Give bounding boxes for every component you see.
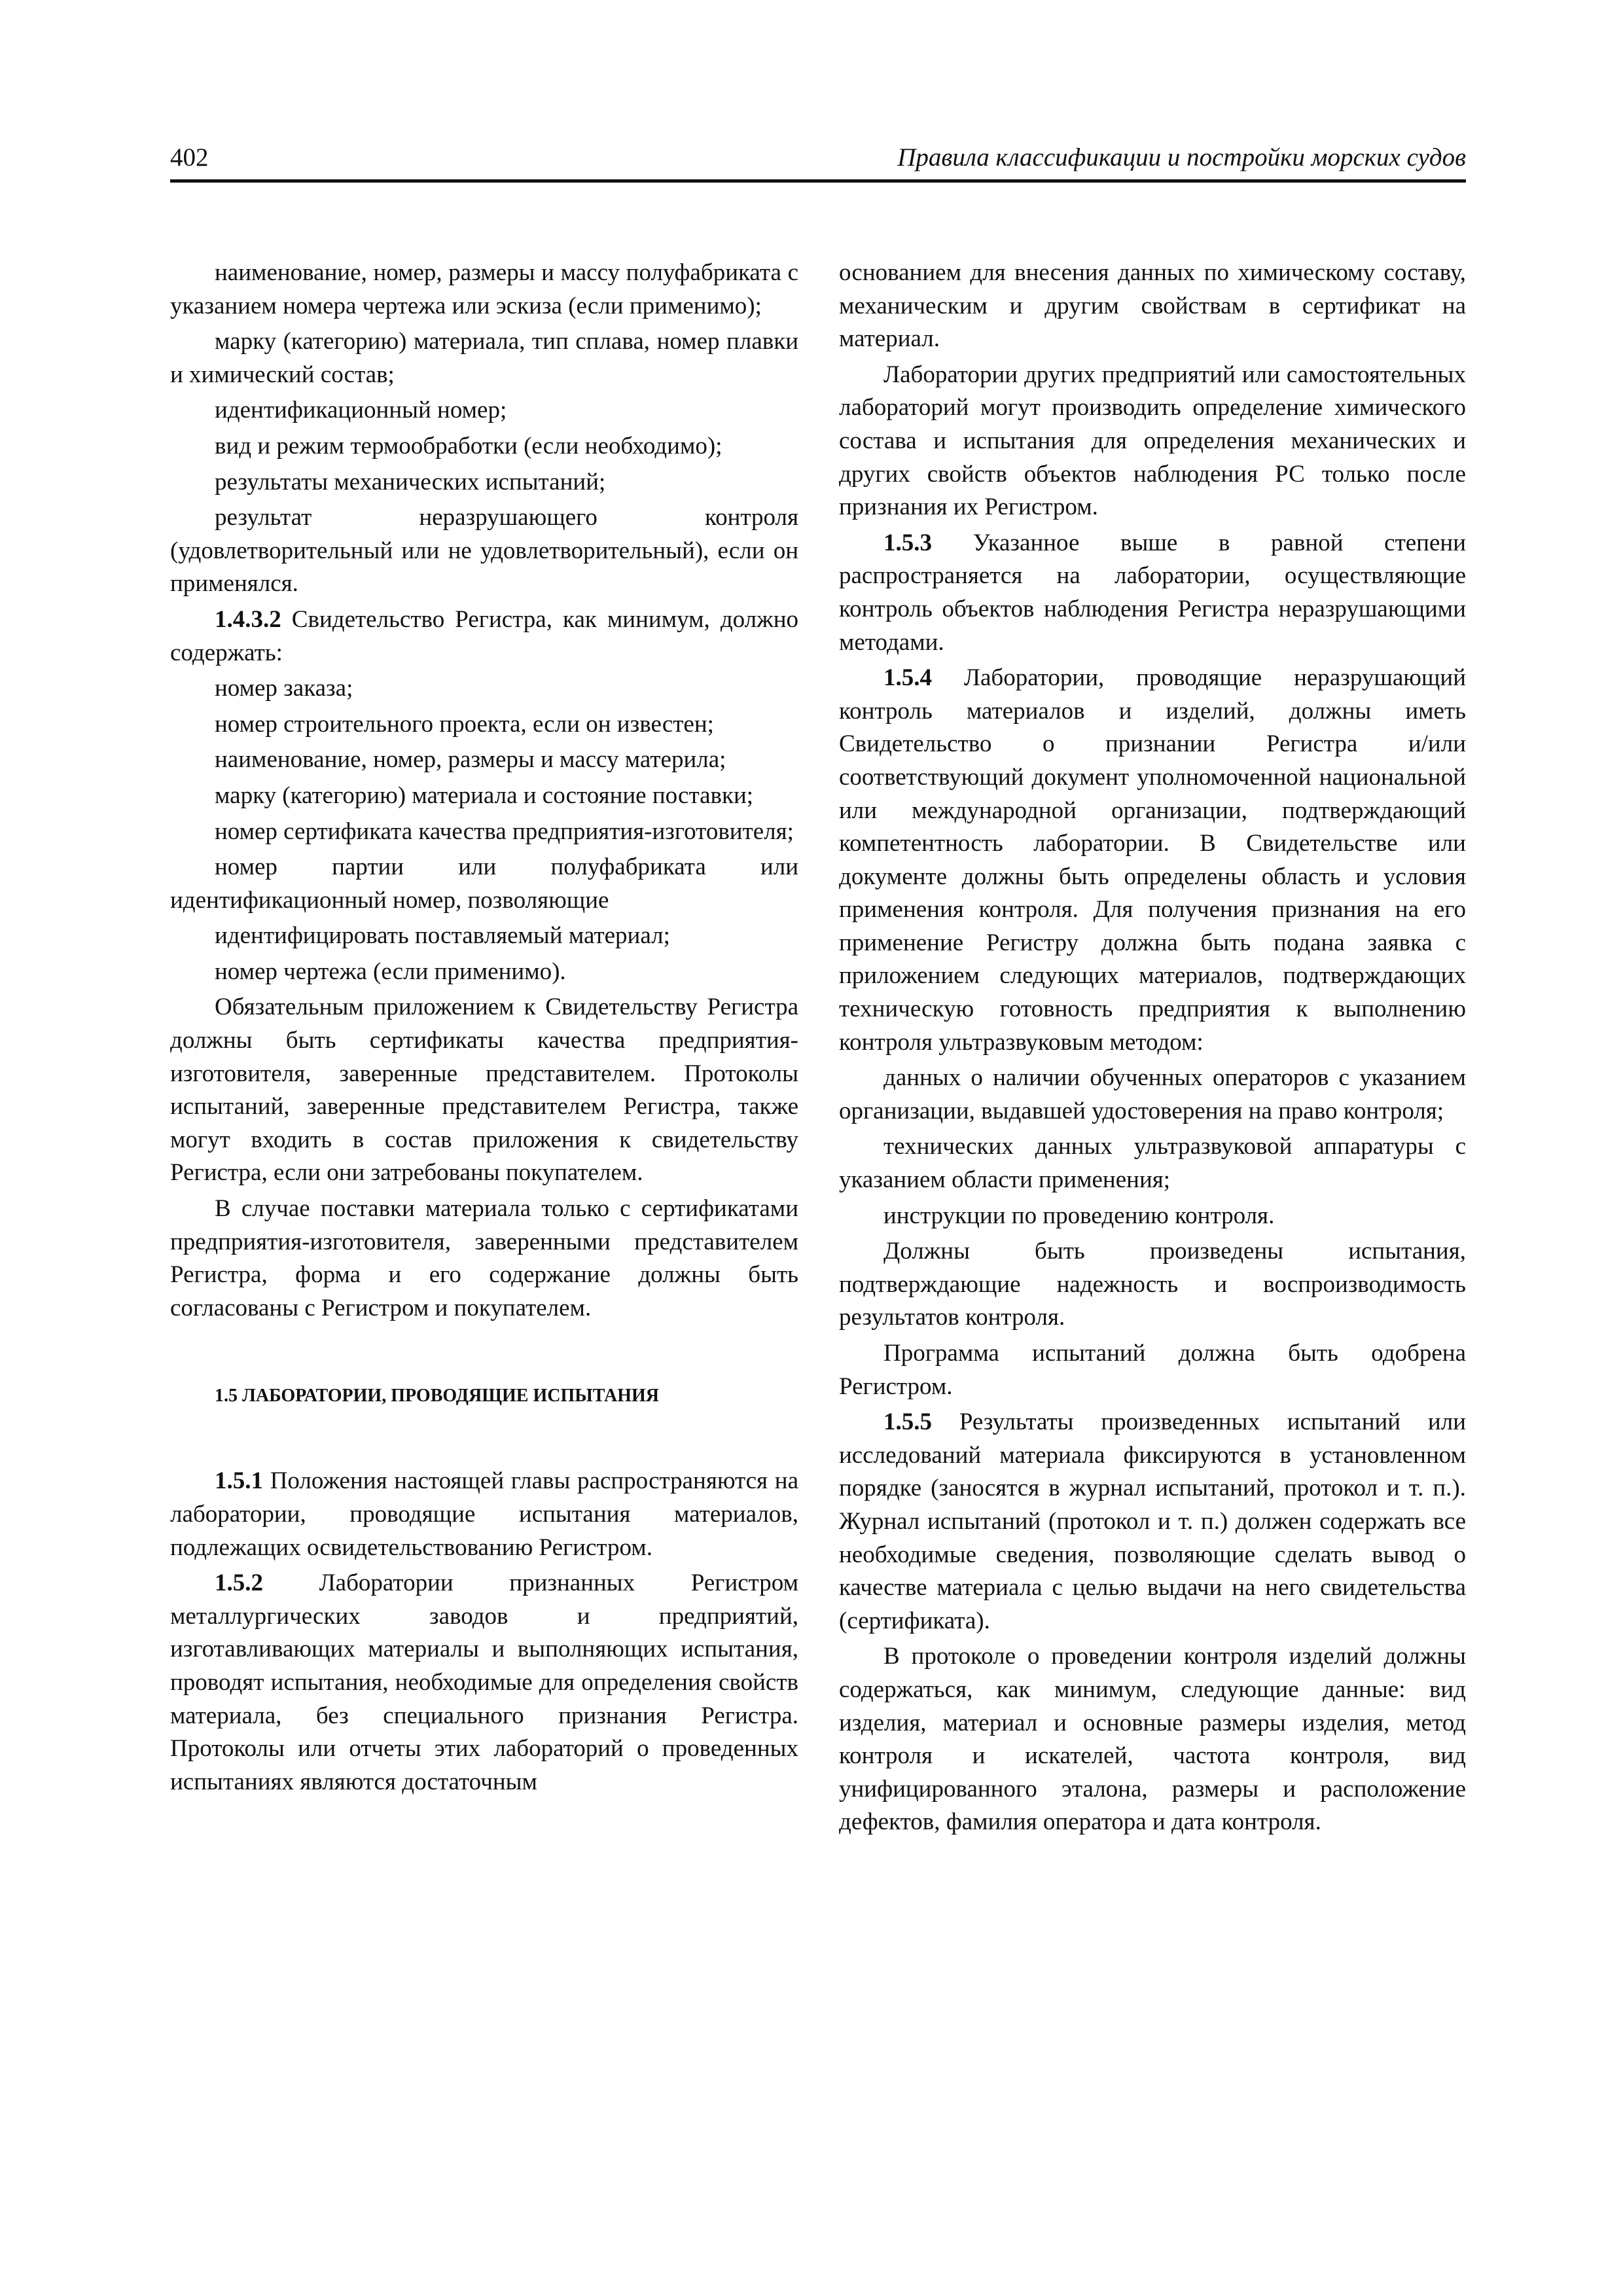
clause-text: Лаборатории признанных Регистром металлургических заводов и предприятий, изготавливающих материалы и выполняющих испытания, проводят испытания, необходимые для определения свойств материала, без специального признания Регистра. Протоколы или отчеты этих лабораторий о проведенных испытаниях являются достаточным: [170, 1570, 798, 1795]
clause-number: 1.5.2: [215, 1570, 263, 1597]
paragraph: вид и режим термообработки (если необходимо);: [215, 432, 722, 459]
clause-text: Лаборатории, проводящие неразрушающий контроль материалов и изделий, должны иметь Свидетельство о признании Регистра и/или соответствующий документ уполномоченной национальной или международной организации, подтверждающий компетентность лаборатории. В Свидетельстве или документе должны быть определены область и условия применения контроля. Для получения признания на его применение Регистру должна быть подана заявка с приложением следующих материалов, подтверждающих техническую готовность предприятия к выполнению контроля ультразвуковым методом:: [839, 664, 1466, 1056]
paragraph: Обязательным приложением к Свидетельству Регистра должны быть сертификаты качества предприятия-изготовителя, заверенные представителем. Протоколы испытаний, заверенные представителем Регистра, также могут входить в состав приложения к свидетельству Регистра, если они затребованы покупателем.: [170, 994, 798, 1187]
paragraph: номер строительного проекта, если он известен;: [215, 710, 714, 738]
clause-text: Свидетельство Регистра, как минимум, должно содержать:: [170, 605, 798, 666]
paragraph: В случае поставки материала только с сертификатами предприятия-изготовителя, заверенными представителем Регистра, форма и его содержание должны быть согласованы с Регистром и покупателем.: [170, 1195, 798, 1321]
numbered-paragraph: [170, 603, 798, 670]
clause-number: 1.5.5: [883, 1408, 932, 1436]
right-column: [839, 257, 1466, 1842]
paragraph: Лаборатории других предприятий или самостоятельных лабораторий могут производить определение химического состава и испытания для определения механических и других свойств объектов наблюдения РС только после признания их Регистром.: [839, 361, 1466, 521]
clause-number: 1.5.3: [883, 529, 932, 556]
paragraph: наименование, номер, размеры и массу полуфабриката с указанием номера чертежа или эскиза (если применимо);: [170, 259, 798, 319]
paragraph: Должны быть произведены испытания, подтверждающие надежность и воспроизводимость результатов контроля.: [839, 1238, 1466, 1331]
section-heading: 1.5 ЛАБОРАТОРИИ, ПРОВОДЯЩИЕ ИСПЫТАНИЯ: [215, 1386, 660, 1407]
paragraph: номер заказа;: [215, 675, 353, 702]
paragraph: Программа испытаний должна быть одобрена Регистром.: [839, 1340, 1466, 1400]
paragraph: идентификационный номер;: [215, 397, 507, 424]
clause-text: Положения настоящей главы распространяются на лаборатории, проводящие испытания материалов, подлежащих освидетельствованию Регистром.: [170, 1467, 798, 1561]
paragraph: В протоколе о проведении контроля изделий должны содержаться, как минимум, следующие данные: вид изделия, материал и основные размеры изделия, метод контроля и искателей, частота контроля, вид унифицированного эталона, размеры и расположение дефектов, фамилия оператора и дата контроля.: [839, 1643, 1466, 1836]
numbered-paragraph: [170, 1465, 798, 1564]
paragraph: номер чертежа (если применимо).: [215, 958, 566, 985]
clause-number: 1.5.1: [215, 1467, 263, 1495]
paragraph: результаты механических испытаний;: [215, 468, 606, 495]
paragraph: технических данных ультразвуковой аппаратуры с указанием области применения;: [839, 1133, 1466, 1194]
page-number: 402: [170, 143, 209, 171]
numbered-paragraph: [839, 662, 1466, 1059]
paragraph: инструкции по проведению контроля.: [883, 1202, 1275, 1229]
paragraph: номер партии или полуфабриката или идентификационный номер, позволяющие: [170, 853, 798, 914]
paragraph: идентифицировать поставляемый материал;: [215, 922, 670, 950]
numbered-paragraph: [170, 1567, 798, 1799]
paragraph: номер сертификата качества предприятия-изготовителя;: [215, 817, 794, 845]
paragraph: результат неразрушающего контроля (удовлетворительный или не удовлетворительный), если он применялся.: [170, 504, 798, 598]
paragraph: данных о наличии обученных операторов с указанием организации, выдавшей удостоверения на право контроля;: [839, 1064, 1466, 1124]
clause-number: 1.4.3.2: [215, 605, 281, 633]
paragraph: марку (категорию) материала, тип сплава, номер плавки и химический состав;: [170, 328, 798, 388]
clause-number: 1.5.4: [883, 664, 932, 692]
left-column: [170, 257, 798, 1801]
page-header: [170, 136, 1466, 183]
paragraph: наименование, номер, размеры и массу материла;: [215, 746, 726, 774]
paragraph: марку (категорию) материала и состояние поставки;: [215, 781, 754, 809]
numbered-paragraph: [839, 527, 1466, 659]
clause-text: Результаты произведенных испытаний или исследований материала фиксируются в установленном порядке (заносятся в журнал испытаний, протокол и т. п.). Журнал испытаний (протокол и т. п.) должен содержать все необходимые сведения, позволяющие сделать вывод о качестве материала с целью выдачи на него свидетельства (сертификата).: [839, 1408, 1466, 1634]
paragraph: основанием для внесения данных по химическому составу, механическим и другим свойствам в сертификат на материал.: [839, 259, 1466, 353]
clause-text: Указанное выше в равной степени распространяется на лаборатории, осуществляющие контроль объектов наблюдения Регистра неразрушающими методами.: [839, 529, 1466, 656]
numbered-paragraph: [839, 1406, 1466, 1638]
running-title: Правила классификации и постройки морских судов: [897, 143, 1466, 171]
